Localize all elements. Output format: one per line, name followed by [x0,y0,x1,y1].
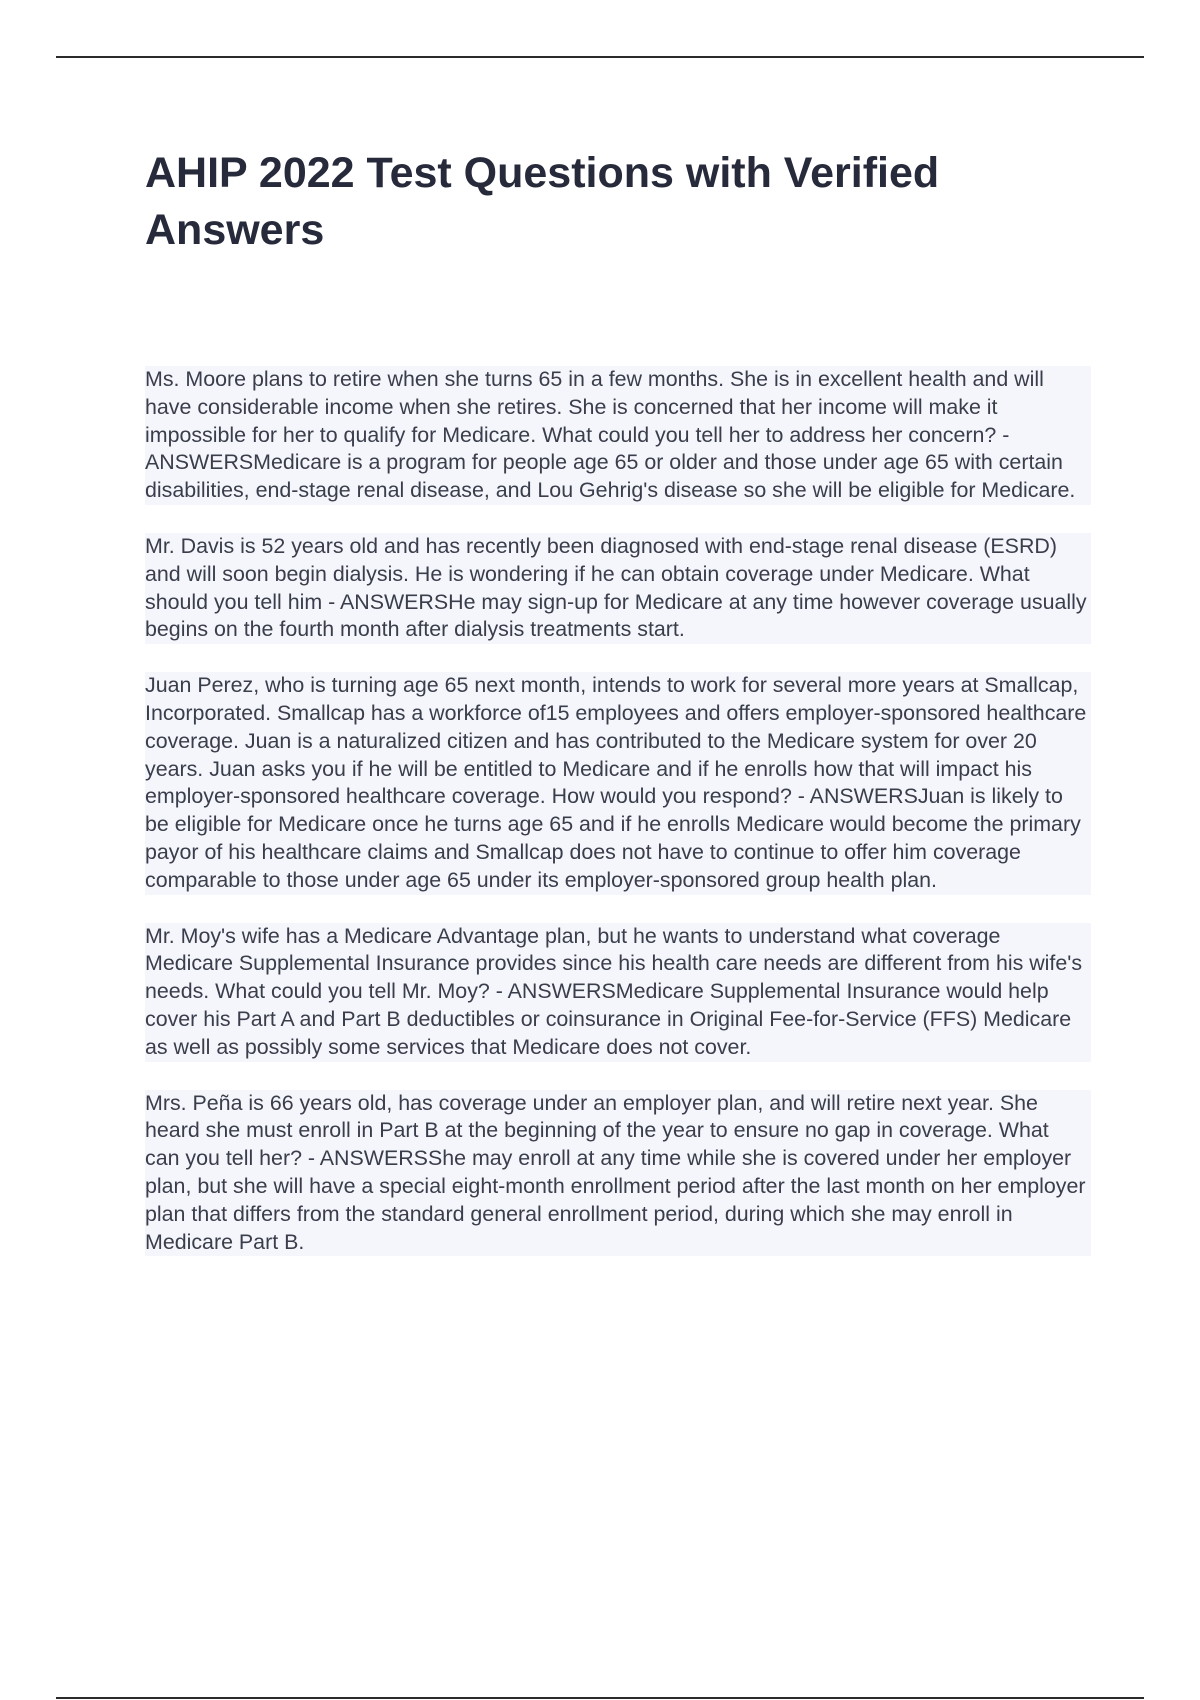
top-rule [56,56,1144,58]
bottom-rule [56,1697,1144,1699]
qa-list [145,366,1091,1284]
document-title: AHIP 2022 Test Questions with Verified Answers [145,149,940,254]
qa-entry-moore: Ms. Moore plans to retire when she turns 65 in a few months. She is in excellent health and will have considerable income when she retires. She is concerned that her income will make it impossible for her to qualify for Medicare. What could you tell her to address her concern? - ANSWERSMedicare is a program for people age 65 or older and those under age 65 with certain disabilities, end-stage renal disease, and Lou Gehrig's disease so she will be eligible for Medicare. [145,366,1091,505]
qa-entry-davis: Mr. Davis is 52 years old and has recently been diagnosed with end-stage renal disease (ESRD) and will soon begin dialysis. He is wondering if he can obtain coverage under Medicare. What should you tell him - ANSWERSHe may sign-up for Medicare at any time however coverage usually begins on the fourth month after dialysis treatments start. [145,533,1091,644]
qa-entry-perez: Juan Perez, who is turning age 65 next month, intends to work for several more years at Smallcap, Incorporated. Smallcap has a workforce of15 employees and offers employer-sponsored healthcare coverage. Juan is a naturalized citizen and has contributed to the Medicare system for over 20 years. Juan asks you if he will be entitled to Medicare and if he enrolls how that will impact his employer-sponsored healthcare coverage. How would you respond? - ANSWERSJuan is likely to be eligible for Medicare once he turns age 65 and if he enrolls Medicare would become the primary payor of his healthcare claims and Smallcap does not have to continue to offer him coverage comparable to those under age 65 under its employer-sponsored group health plan. [145,672,1091,894]
qa-entry-moy: Mr. Moy's wife has a Medicare Advantage plan, but he wants to understand what coverage Medicare Supplemental Insurance provides since his health care needs are different from his wife's needs. What could you tell Mr. Moy? - ANSWERSMedicare Supplemental Insurance would help cover his Part A and Part B deductibles or coinsurance in Original Fee-for-Service (FFS) Medicare as well as possibly some services that Medicare does not cover. [145,923,1091,1062]
qa-entry-pena: Mrs. Peña is 66 years old, has coverage under an employer plan, and will retire next year. She heard she must enroll in Part B at the beginning of the year to ensure no gap in coverage. What can you tell her? - ANSWERSShe may enroll at any time while she is covered under her employer plan, but she will have a special eight-month enrollment period after the last month on her employer plan that differs from the standard general enrollment period, during which she may enroll in Medicare Part B. [145,1090,1091,1257]
